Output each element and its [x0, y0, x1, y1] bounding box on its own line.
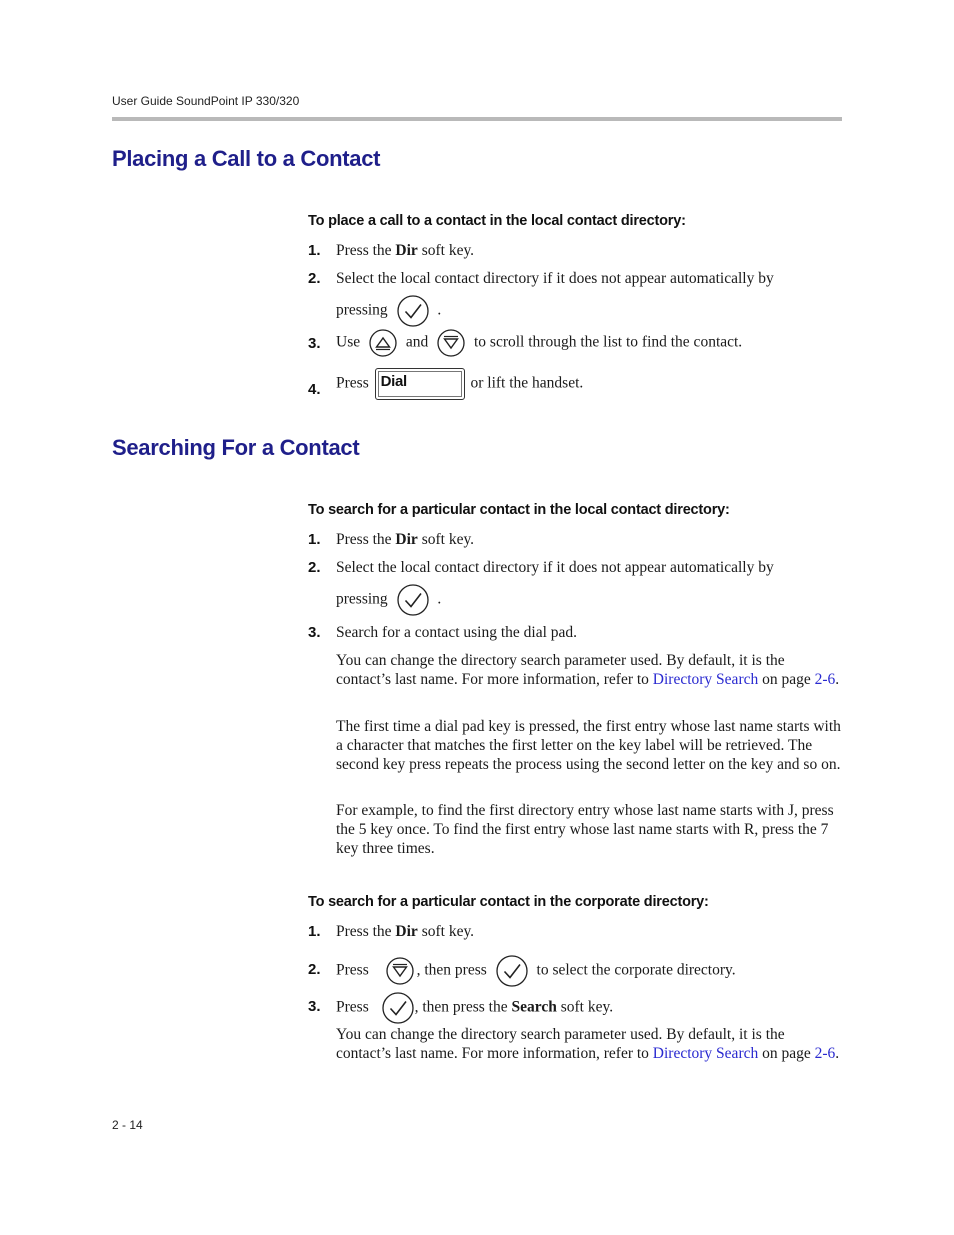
- step-number: 1.: [308, 923, 321, 940]
- body-paragraph: You can change the directory search parameter used. By default, it is the contact’s last name. For more information, refer to Directory Search on page 2-6.: [336, 652, 840, 688]
- step-text: Press the Dir soft key.: [336, 242, 475, 259]
- select-check-icon: [381, 991, 415, 1025]
- select-check-icon: [396, 583, 430, 617]
- step-text: Search for a contact using the dial pad.: [336, 624, 578, 641]
- step-number: 1.: [308, 242, 321, 259]
- procedure-lead-local-search: To search for a particular contact in the local contact directory:: [308, 502, 730, 518]
- step-text: Press Dial or lift the handset.: [336, 368, 583, 400]
- body-paragraph: You can change the directory search parameter used. By default, it is the contact’s last name. For more information, refer to Directory Search on page 2-6.: [336, 1026, 840, 1062]
- step-text: Press the Dir soft key.: [336, 923, 475, 940]
- step-number: 2.: [308, 559, 321, 576]
- step-text: Press , then press the Search soft key.: [336, 991, 613, 1025]
- section-title-searching-contact: Searching For a Contact: [112, 435, 360, 460]
- step-text-continued: pressing .: [336, 294, 441, 328]
- section-title-placing-call: Placing a Call to a Contact: [112, 146, 381, 171]
- page-number: 2 - 14: [112, 1118, 143, 1132]
- step-number: 2.: [308, 961, 321, 978]
- step-number: 3.: [308, 335, 321, 352]
- step-text: Select the local contact directory if it does not appear automatically by: [336, 559, 774, 576]
- step-text: Press the Dir soft key.: [336, 531, 475, 548]
- dial-soft-key: Dial: [375, 368, 465, 400]
- step-number: 3.: [308, 624, 321, 641]
- scroll-down-icon: [436, 328, 466, 358]
- scroll-up-icon: [368, 328, 398, 358]
- step-number: 2.: [308, 270, 321, 287]
- page-reference-link[interactable]: 2-6: [814, 671, 836, 688]
- procedure-lead-local-call: To place a call to a contact in the local contact directory:: [308, 213, 686, 229]
- select-check-icon: [396, 294, 430, 328]
- step-text: Use and to scroll through the list to find the contact.: [336, 328, 742, 358]
- step-number: 1.: [308, 531, 321, 548]
- header-rule: [112, 117, 842, 121]
- step-text: Select the local contact directory if it does not appear automatically by: [336, 270, 774, 287]
- scroll-down-icon: [385, 956, 415, 986]
- directory-search-link[interactable]: Directory Search: [652, 1045, 759, 1062]
- body-paragraph: For example, to find the first directory entry whose last name starts with J, press the 5 key once. To find the first entry whose last name starts with R, press the 7 key three times.: [336, 802, 834, 857]
- step-number: 3.: [308, 998, 321, 1015]
- body-paragraph: The first time a dial pad key is pressed, the first entry whose last name starts with a character that matches the first letter on the key label will be retrieved. The second key press repeats the process using the second letter on the key and so on.: [336, 718, 841, 773]
- running-header: User Guide SoundPoint IP 330/320: [112, 94, 300, 108]
- directory-search-link[interactable]: Directory Search: [652, 671, 759, 688]
- step-number: 4.: [308, 381, 321, 398]
- step-text-continued: pressing .: [336, 583, 441, 617]
- page-reference-link[interactable]: 2-6: [814, 1045, 836, 1062]
- procedure-lead-corporate-search: To search for a particular contact in the corporate directory:: [308, 894, 709, 910]
- select-check-icon: [495, 954, 529, 988]
- step-text: Press , then press to select the corporate directory.: [336, 954, 736, 988]
